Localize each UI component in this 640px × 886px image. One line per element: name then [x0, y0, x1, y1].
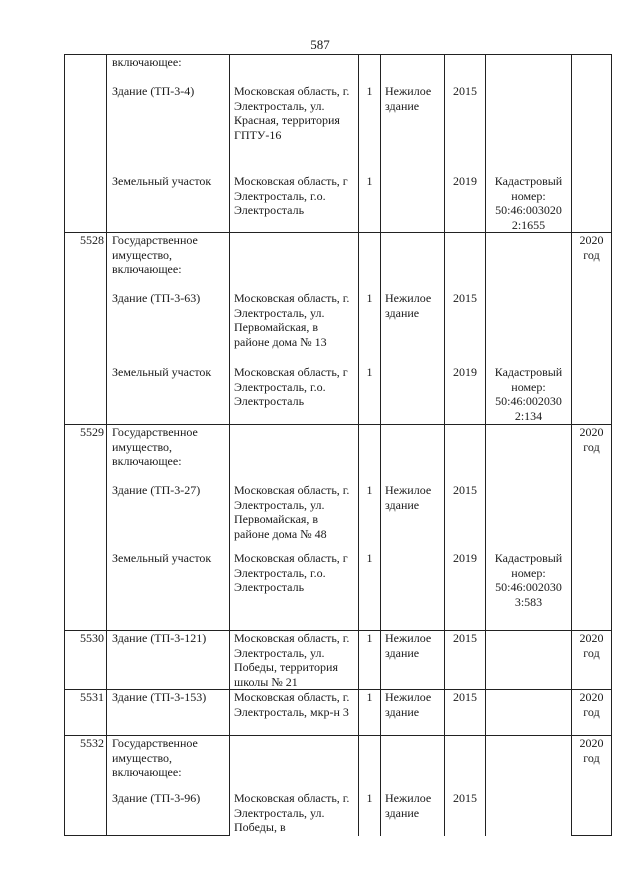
item-year: 2019 — [453, 551, 477, 565]
table-row — [65, 690, 612, 736]
table-row — [65, 233, 612, 425]
table-row — [65, 55, 612, 233]
row-number: 5529 — [65, 425, 107, 631]
object-year — [445, 233, 486, 425]
group-header: Государственное имущество, включающее: — [112, 233, 198, 276]
object-count: 1 — [359, 631, 381, 690]
cadastral-number: Кадастровый номер: 50:46:002030 3:583 — [494, 551, 563, 609]
item-count: 1 — [366, 551, 373, 565]
object-year: 2015 — [445, 690, 486, 736]
object-date: 2020 год — [572, 233, 612, 425]
object-kind — [381, 233, 445, 425]
object-date: 2020 год — [572, 425, 612, 631]
object-date: 2020 год — [572, 631, 612, 690]
object-year — [445, 736, 486, 836]
row-number — [65, 55, 107, 233]
object-kind: Нежилое здание — [381, 631, 445, 690]
object-note — [486, 233, 572, 425]
item-year: 2015 — [453, 791, 477, 805]
object-date: 2020 год — [572, 690, 612, 736]
object-note — [486, 55, 572, 233]
object-address — [230, 425, 359, 631]
registry-table — [64, 54, 612, 836]
object-name — [107, 736, 230, 836]
item-address: Московская область, г. Электросталь, ул. Победы, в — [234, 791, 350, 834]
item-name: Земельный участок — [112, 551, 212, 565]
item-count: 1 — [366, 84, 373, 98]
object-note — [486, 631, 572, 690]
item-name: Земельный участок — [112, 365, 212, 379]
item-address: Московская область, г Электросталь, г.о. Электросталь — [234, 365, 348, 408]
item-address: Московская область, г. Электросталь, ул. Красная, территория ГПТУ-16 — [234, 84, 350, 142]
object-name: Здание (ТП-3-153) — [107, 690, 230, 736]
object-address: Московская область, г. Электросталь, ул. Победы, территория школы № 21 — [230, 631, 359, 690]
row-number: 5528 — [65, 233, 107, 425]
item-kind: Нежилое здание — [385, 291, 432, 320]
item-year: 2015 — [453, 291, 477, 305]
object-note — [486, 690, 572, 736]
row-number: 5530 — [65, 631, 107, 690]
object-kind — [381, 425, 445, 631]
object-name — [107, 233, 230, 425]
object-kind — [381, 55, 445, 233]
object-date — [572, 55, 612, 233]
table-row — [65, 631, 612, 690]
object-year: 2015 — [445, 631, 486, 690]
row-number: 5532 — [65, 736, 107, 836]
item-address: Московская область, г. Электросталь, ул. Первомайская, в районе дома № 13 — [234, 291, 350, 349]
table-row — [65, 736, 612, 836]
object-address — [230, 233, 359, 425]
object-date: 2020 год — [572, 736, 612, 836]
object-year — [445, 425, 486, 631]
group-header: Государственное имущество, включающее: — [112, 425, 198, 468]
item-address: Московская область, г Электросталь, г.о. Электросталь — [234, 174, 348, 217]
item-name: Здание (ТП-3-96) — [112, 791, 201, 805]
object-kind: Нежилое здание — [381, 690, 445, 736]
item-count: 1 — [366, 365, 373, 379]
object-count — [359, 425, 381, 631]
item-count: 1 — [366, 791, 373, 805]
object-name: Здание (ТП-3-121) — [107, 631, 230, 690]
item-count: 1 — [366, 174, 373, 188]
item-address: Московская область, г Электросталь, г.о. Электросталь — [234, 551, 348, 594]
cadastral-number: Кадастровый номер: 50:46:003020 2:1655 — [494, 174, 563, 232]
table-row — [65, 425, 612, 631]
item-kind: Нежилое здание — [385, 84, 432, 113]
item-kind: Нежилое здание — [385, 791, 432, 820]
page-number: 587 — [310, 37, 330, 52]
object-note — [486, 736, 572, 836]
item-year: 2019 — [453, 174, 477, 188]
item-count: 1 — [366, 291, 373, 305]
object-year — [445, 55, 486, 233]
item-name: Здание (ТП-3-63) — [112, 291, 201, 305]
object-name — [107, 425, 230, 631]
cadastral-number: Кадастровый номер: 50:46:002030 2:134 — [494, 365, 563, 423]
object-count — [359, 233, 381, 425]
item-kind: Нежилое здание — [385, 483, 432, 512]
object-address — [230, 736, 359, 836]
item-name: Здание (ТП-3-27) — [112, 483, 201, 497]
object-address: Московская область, г. Электросталь, мкр-н 3 — [230, 690, 359, 736]
object-count — [359, 55, 381, 233]
item-count: 1 — [366, 483, 373, 497]
object-kind — [381, 736, 445, 836]
item-name: Земельный участок — [112, 173, 212, 188]
object-note — [486, 425, 572, 631]
item-name: Здание (ТП-3-4) — [112, 83, 195, 98]
item-address: Московская область, г. Электросталь, ул. Первомайская, в районе дома № 48 — [234, 483, 350, 541]
object-count: 1 — [359, 690, 381, 736]
object-count — [359, 736, 381, 836]
group-header: Государственное имущество, включающее: — [112, 736, 198, 779]
row-number: 5531 — [65, 690, 107, 736]
item-year: 2019 — [453, 365, 477, 379]
object-name — [107, 55, 230, 233]
group-header: включающее: — [112, 55, 182, 69]
object-address — [230, 55, 359, 233]
item-year: 2015 — [453, 483, 477, 497]
item-year: 2015 — [453, 84, 477, 98]
